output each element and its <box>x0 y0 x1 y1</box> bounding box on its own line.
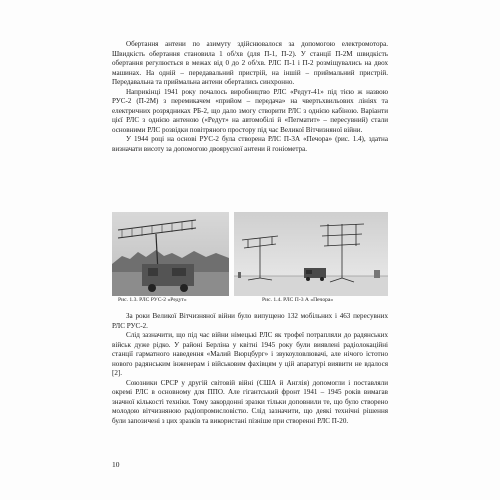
figure-caption: Рис. 1.3. РЛС РУС-2 «Редут» <box>118 297 187 303</box>
paragraph: Наприкінці 1941 року почалось виробництво РЛС «Редут-41» під тією ж назвою РУС-2 (П-2М) з перемикачем «прийом – передача» на чвертьхвильових лініях та електричних розрядниках РБ-2, що дало змогу створити РЛС з однією кабіною. Варіанти цієї РЛС з однією антеною («Редут» на автомобілі й «Пегматит» – пересувний) стали основними РЛС розвідки повітряного простору під час Великої Вітчизняної війни. <box>112 87 388 134</box>
photo-rus2-redut <box>112 212 229 296</box>
figure-caption: Рис. 1.4. РЛС П-3 А «Печора» <box>262 297 334 303</box>
paragraph: У 1944 році на основі РУС-2 була створена РЛС П-3А «Печора» (рис. 1.4), здатна визначати висоту за допомогою двоярусної антени й гоніометра. <box>112 135 388 154</box>
text-block-bottom <box>112 312 388 427</box>
text-block-top <box>112 40 388 155</box>
photo-p3a-pechora <box>234 212 388 296</box>
paragraph: За роки Великої Вітчизняної війни було випущено 132 мобільних і 463 пересувних РЛС РУС-2. <box>112 312 388 330</box>
paragraph: Союзники СРСР у другій світовій війні (США й Англія) допомогли і поставляли окремі РЛС в основному для ППО. Але гігантський фронт 1941 – 1945 років вимагав значної кількості техніки. Тому закордонні зразки тільки доповнили те, що було створено молодою вітчизняною радіопромисловістю. Слід зазначити, що деякі технічні рішення були запозичені з цих зразків та використані пізніше при створенні РЛС П-20. <box>112 378 388 426</box>
figures-row <box>112 212 388 296</box>
paragraph: Обертання антени по азимуту здійснювалося за допомогою електромотора. Швидкість обертання становила 1 об/хв (для П-1, П-2). У станції П-2М швидкість обертання регулюється в межах від 0 до 2 об/хв. РЛС П-1 і П-2 розміщувались на двох машинах. На одній – передавальний пристрій, на іншій – приймальний пристрій. Передавальна та приймальна антени обертались синхронно. <box>112 40 388 87</box>
paragraph: Слід зазначити, що під час війни німецькі РЛС як трофеї потрапляли до радянських військ дуже рідко. У районі Берліна у квітні 1945 року були виявлені радіолокаційні станції гарматного наведення «Малий Вюрцбург» і звукоуловлювачі, але нічого істотно нового радянським інженерам і військовим фахівцям у цій апаратурі виявити не вдалося [2]. <box>112 331 388 378</box>
page-number: 10 <box>112 460 120 469</box>
